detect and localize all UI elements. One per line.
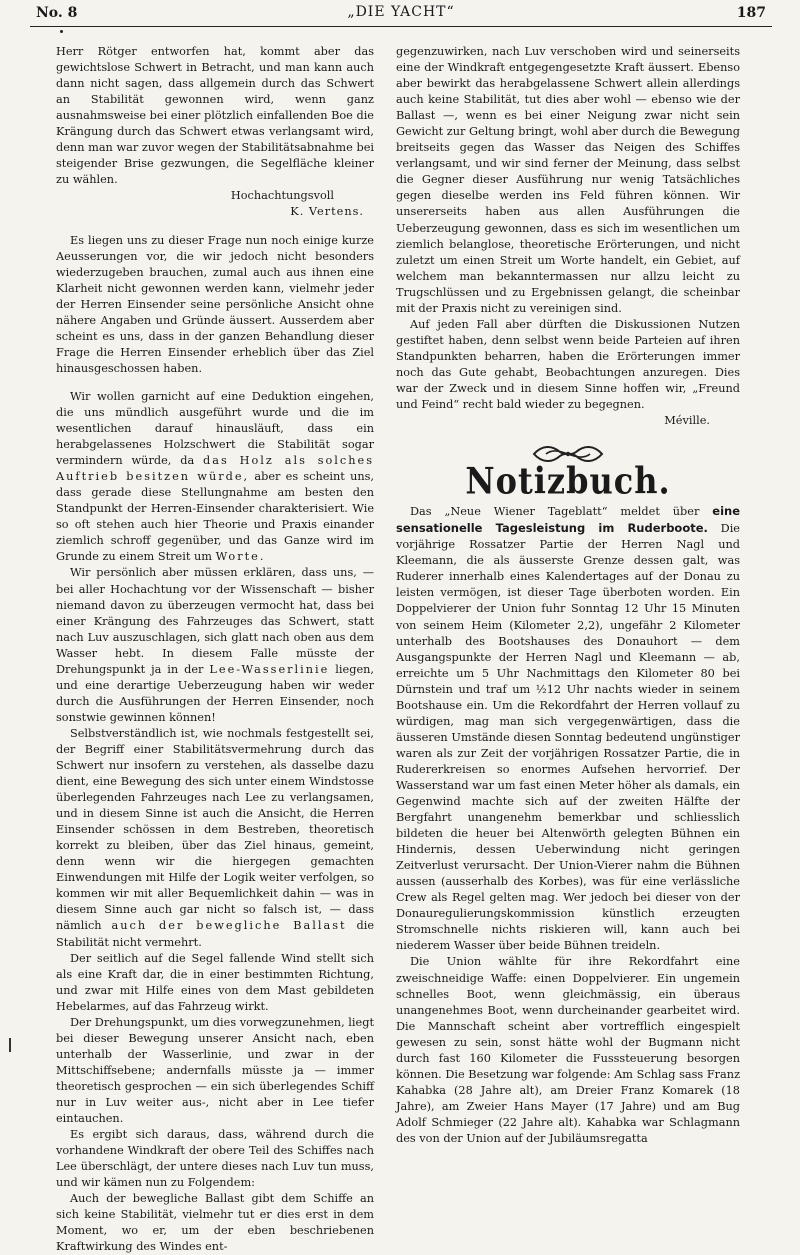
bold-emphasis: eine sensationelle Tagesleistung im Ruderboote. (396, 504, 740, 536)
paragraph: Die Union wählte für ihre Rekordfahrt eine zweischneidige Waffe: einen Doppelvierer. Ein ungemein schnelles Boot, wenn gleichmässig, ein überaus unangenehmes Boot, wenn durcheinander gearbeitet wird. Die Mannschaft scheint aber vortrefflich eingespielt gewesen zu sein, sonst hätte wohl der Bugmann nicht durch fast 160 Kilometer die Fusssteuerung besorgen können. Die Besetzung war folgende: Am Schlag sass Franz Kahabka (28 Jahre alt), am Dreier Franz Komarek (18 Jahre), am Zweier Hans Mayer (17 Jahre) und am Bug Adolf Schmieger (22 Jahre alt). Kahabka war Schlagmann des von der Union auf der Jubiläumsregatta (396, 955, 741, 1145)
paragraph: Herr Rötger entworfen hat, kommt aber das gewichtslose Schwert in Betracht, und man kann auch dann nicht sagen, dass allgemein durch das Schwert an Stabilität gewonnen wird, wenn ganz ausnahmsweise bei einer plötzlich einfallenden Boe die Krängung durch das Schwert etwas verlangsamt wird, denn man war zuvor wegen der Stabilitätsabnahme bei steigender Brise gezwungen, die Segelfläche kleiner zu wählen. (56, 45, 374, 187)
signature: Méville. (664, 414, 710, 428)
paragraph: gegenzuwirken, nach Luv verschoben wird und seinerseits eine der Windkraft entgegengesetzte Kraft äussert. Ebenso aber bewirkt das herabgelassene Schwert allein allerdings auch keine Stabilität, tut dies aber wohl — ebenso wie der Ballast —, wenn es bei einer Neigung zwar nicht sein Gewicht zur Geltung bringt, wohl aber durch die Bewegung breitseits gegen das Wasser das Neigen des Schiffes verlangsamt, und wir sind ferner der Meinung, dass selbst die Gegner dieser Ausführung nur wenig Tatsächliches gegen dieselbe werden ins Feld führen können. Wir unsererseits haben aus allen Ausführungen die Ueberzeugung gewonnen, dass es sich im wesentlichen um ziemlich belanglose, theoretische Erörterungen, und nicht zuletzt um einen Streit um Worte handelt, ein Gebiet, auf welchem man bekanntermassen nur allzu leicht zu Trugschlüssen und zu Ergebnissen gelangt, die scheinbar mit der Praxis nicht zu vereinigen sind. (396, 45, 740, 315)
left-column (56, 44, 374, 1255)
running-header (30, 4, 772, 27)
paragraph (56, 726, 374, 951)
spacer (56, 377, 374, 389)
issue-number: No. 8 (36, 5, 78, 21)
spaced-emphasis: Worte. (215, 550, 266, 564)
signature: K. Vertens. (290, 205, 364, 219)
text-run: Das „Neue Wiener Tageblatt“ meldet über (410, 505, 700, 519)
margin-mark (9, 1038, 11, 1052)
paragraph: Es ergibt sich daraus, dass, während durch die vorhandene Windkraft der obere Teil des Schiffes nach Lee überschlägt, der untere dieses nach Luv tun muss, und wir kämen nun zu Folgendem: (56, 1128, 374, 1190)
paragraph: Es liegen uns zu dieser Frage nun noch einige kurze Aeusserungen vor, die wir jedoch nicht besonders wiederzugeben brauchen, zumal auch aus ihnen eine Klarheit nicht gewonnen werden kann, vielmehr jeder der Herren Einsender seine persönliche Ansicht ohne nähere Angaben und Gründe äussert. Ausserdem aber scheint es uns, dass in der ganzen Behandlung dieser Frage die Herren Einsender erheblich über das Ziel hinausgeschossen haben. (56, 233, 374, 375)
text-run: liegen, und eine derartige Ueberzeugung haben wir weder durch die Ausführungen der Herren Einsender, noch sonstwie gewinnen können! (56, 662, 374, 724)
section-title: Notizbuch. (465, 459, 671, 503)
print-speck (60, 30, 63, 33)
paragraph: Auch der bewegliche Ballast gibt dem Schiffe an sich keine Stabilität, vielmehr tut er dies erst in dem Moment, wo er, um der eben beschriebenen Kraftwirkung des Windes ent- (56, 1192, 374, 1254)
paragraph (56, 389, 374, 566)
paragraph: Auf jeden Fall aber dürften die Diskussionen Nutzen gestiftet haben, denn selbst wenn beide Parteien auf ihren Standpunkten beharren, haben die Erörterungen immer noch das Gute gehabt, Beobachtungen anzuregen. Dies war der Zweck und in diesem Sinne hoffen wir, „Freund und Feind“ recht bald wieder zu begegnen. (396, 317, 740, 412)
spaced-emphasis: auch der bewegliche Ballast (111, 919, 347, 933)
spaced-emphasis: das Holz als solches Auftrieb besitzen würde, (56, 454, 375, 484)
journal-title: „DIE YACHT“ (347, 4, 455, 20)
paragraph (56, 565, 374, 725)
closing-phrase: Hochachtungsvoll (230, 189, 334, 203)
right-column (396, 44, 740, 1147)
text-run: die Stabilität nicht vermehrt. (56, 919, 375, 949)
paragraph: Der Drehungspunkt, um dies vorwegzunehmen, liegt bei dieser Bewegung unserer Ansicht nach, eben unterhalb der Wasserlinie, und zwar in der Mittschiffsebene; andernfalls müsste ja — immer theoretisch gesprochen — ein sich überlegendes Schiff nur in Luv weiter aus-, nicht aber in Lee tiefer eintauchen. (56, 1015, 374, 1126)
spacer (56, 221, 374, 233)
text-run: Wir persönlich aber müssen erklären, dass uns, — bei aller Hochachtung vor der Wissenschaft — bisher niemand davon zu überzeugen vermocht hat, dass bei einer Krängung des Fahrzeuges das Schwert, statt nach Luv auszuschlagen, sich glatt nach oben aus dem Wasser hebt. In diesem Falle müsste der Drehungspunkt ja in der (56, 566, 374, 676)
page-number: 187 (736, 5, 766, 21)
text-run: Selbstverständlich ist, wie nochmals festgestellt sei, der Begriff einer Stabilitätsvermehrung durch das Schwert nur insofern zu verstehen, als dasselbe dazu dient, eine Bewegung des sich unter einem Windstosse überlegenden Fahrzeuges nach Lee zu verlangsamen, und in diesem Sinne ist auch die Ansicht, die Herren Einsender schössen in dem Bestreben, theoretisch korrekt zu bleiben, über das Ziel hinaus, gemeint, denn wenn wir die hiergegen gemachten Einwendungen mit Hilfe der Logik weiter verfolgen, so kommen wir mit aller Bequemlichkeit dahin — was in diesem Sinne auch gar nicht so falsch ist, — dass nämlich (56, 726, 374, 933)
paragraph: Der seitlich auf die Segel fallende Wind stellt sich als eine Kraft dar, die in einer bestimmten Richtung, und zwar mit Hilfe eines von dem Mast gebildeten Hebelarmes, auf das Fahrzeug wirkt. (56, 951, 374, 1013)
text-run: aber es scheint uns, dass gerade diese Stellungnahme am besten den Standpunkt der Herren-Einsender charakterisiert. Wie so oft stehen auch hier Theorie und Praxis einander ziemlich schroff gegenüber, und das Ganze wird im Grunde zu einem Streit um (56, 470, 375, 564)
paragraph (396, 503, 740, 954)
text-run: Wir wollen garnicht auf eine Deduktion eingehen, die uns mündlich ausgeführt wurde und die im wesentlichen darauf hinausläuft, dass ein herabgelassenes Holzschwert die Stabilität sogar vermindern würde, da (56, 389, 374, 468)
text-run: Die vorjährige Rossatzer Partie der Herren Nagl und Kleemann, die als äusserste Grenze dessen galt, was Ruderer innerhalb eines Kalendertages auf der Donau zu leisten vermögen, ist dieser Tage überboten worden. Ein Doppelvierer der Union fuhr Sonntag 12 Uhr 15 Minuten von seinem Heim (Kilometer 2,2), ungefähr 2 Kilometer unterhalb des Bootshauses des Donauhort — dem Ausgangspunkte der Herren Nagl und Kleemann — ab, erreichte um 5 Uhr Nachmittags den Kilometer 80 bei Dürnstein und traf um ½12 Uhr nachts wieder in seinem Bootshause ein. Um die Rekordfahrt der Herren vollauf zu würdigen, mag man sich vergegenwärtigen, dass die äusseren Umstände diesen Sonntag bedeutend ungünstiger waren als zur Zeit der vorjährigen Rossatzer Partie, die in Rudererkreisen so enormes Aufsehen hervorrief. Der Wasserstand war um fast einen Meter höher als damals, ein Gegenwind machte sich auf der zweiten Hälfte der Bergfahrt unangenehm bemerkbar und schliesslich bildeten die heuer bei Altenwörth gelegten Bühnen ein Hindernis, dessen Ueberwindung nicht geringen Zeitverlust verursacht. Der Union-Vierer nahm die Bühnen aussen (ausserhalb des Korbes), was für eine verlässliche Crew als Regel gelten mag. Wer jedoch bei dieser von der Donauregulierungskommission künstlich erzeugten Stromschnelle nichts riskieren will, kann auch bei niederem Wasser über beide Bühnen treideln. (396, 522, 740, 953)
spaced-emphasis: Lee-Wasserlinie (209, 662, 330, 676)
